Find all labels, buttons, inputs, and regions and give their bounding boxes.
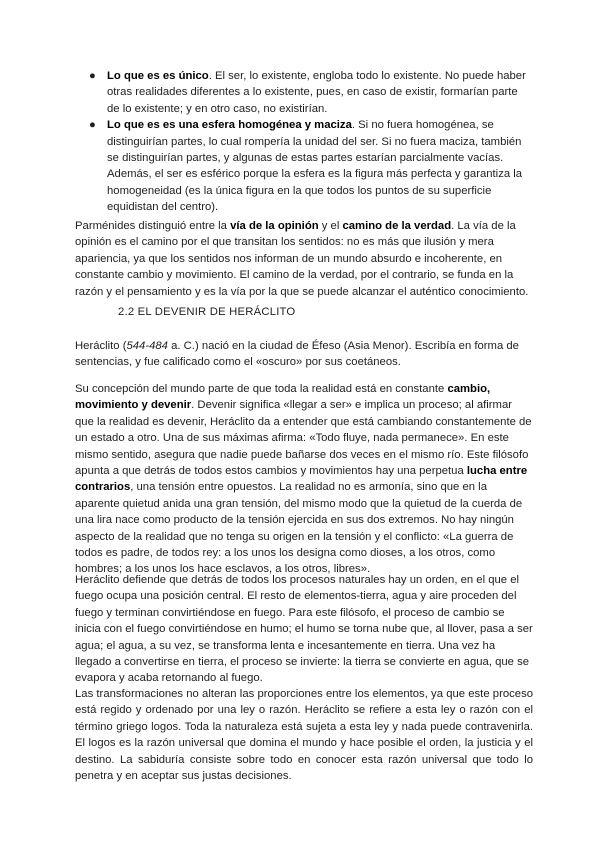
list-item xyxy=(89,117,529,215)
bullet-title: Lo que es es único xyxy=(107,70,209,82)
text-run: y el xyxy=(318,220,343,232)
bullet-text: . Si no fuera homogénea, se distinguirían partes, lo cual rompería la unidad del ser. Si no fuera maciza, también se distinguirían partes, y algunas de estas partes estarían parcialmente vacías. Además, el ser es esférico porque la esfera es la figura más perfecta y garantiza la homogeneidad (es la única figura en la que todos los puntos de su superficie equidistan del centro). xyxy=(107,119,523,214)
bullet-title: Lo que es es una esfera homogénea y maciza xyxy=(107,119,352,132)
text-run: , una tensión entre opuestos. La realidad no es armonía, sino que en la aparente quietud anida una gran tensión, del mismo modo que la quietud de la cuerda de una lira nace como producto de la tensión ejercida en sus dos extremos. No hay ningún aspecto de la realidad que no tenga su origen en la tensión y el conflicto: «La guerra de todos es padre, de todos rey: a los unos los designa como dioses, a los otros, como hombres; a los unos los hace esclavos, a los otros, libres». xyxy=(75,481,523,576)
text-run: . La vía de la opinión es el camino por el que transitan los sentidos: no es más que ilusión y mera apariencia, ya que los sentidos nos informan de un mundo absurdo e incoherente, en constante cambio y movimiento. El camino de la verdad, por el contrario, se funda en la razón y el pensamiento y es la vía por la que se puede alcanzar el auténtico conocimiento. xyxy=(75,220,529,298)
bullet-icon: ● xyxy=(89,70,96,82)
bold-run: cambio, movimiento y devenir xyxy=(75,383,491,412)
paragraph-logos: Las transformaciones no alteran las proporciones entre los elementos, ya que este proceso está regido y ordenado por una ley o razón. Heráclito se refiere a esta ley o razón con el término griego logos. Toda la naturaleza está sujeta a esta ley y nada puede contravenirla. El logos es la razón universal que domina el mundo y hace posible el orden, la justicia y el destino. La sabiduría consiste sobre todo en conocer esta razón universal que todo lo penetra y en aceptar sus justas decisiones. xyxy=(75,688,533,783)
bullet-list xyxy=(89,68,529,216)
text-run: . Devenir significa «llegar a ser» e implica un proceso; al afirmar que la realidad es devenir, Heráclito da a entender que está cambiando constantemente de un estado a otro. Una de sus máximas afirma: «Todo fluye, nada permanece». En este mismo sentido, asegura que nadie puede bañarse dos veces en el mismo río. Este filósofo apunta a que detrás de todos estos cambios y movimientos hay una perpetua xyxy=(75,399,532,478)
text-run: Parménides distinguió entre la xyxy=(75,220,231,232)
text-run: Su concepción del mundo parte de que toda la realidad está en constante xyxy=(75,383,448,395)
text-run: a. C.) nació en la ciudad de Éfeso (Asia Menor). Escribía en forma de sentencias, y fue calificado como el «oscuro» por sus coetáneos. xyxy=(75,340,519,369)
paragraph-heraclito-intro xyxy=(75,338,533,371)
bold-run: lucha entre contrarios xyxy=(75,465,528,494)
italic-run: 544-484 xyxy=(126,340,168,352)
paragraph-parmenides xyxy=(75,218,533,300)
bold-run: camino de la verdad xyxy=(342,220,452,232)
paragraph-concepcion xyxy=(75,381,533,578)
bullet-text: . El ser, lo existente, engloba todo lo existente. No puede haber otras realidades diferentes a lo existente, pues, en caso de existir, formarían parte de lo existente; y en otro caso, no existirían. xyxy=(107,70,526,115)
section-heading: 2.2 EL DEVENIR DE HERÁCLITO xyxy=(118,306,296,318)
list-item xyxy=(89,68,529,117)
text-run: Heráclito ( xyxy=(75,340,127,352)
paragraph-orden: Heráclito defiende que detrás de todos los procesos naturales hay un orden, en el que el fuego ocupa una posición central. El resto de elementos-tierra, agua y aire proceden del fuego y terminan convirtiéndose en fuego. Para este filósofo, el proceso de cambio se inicia con el fuego convirtiéndose en humo; el humo se torna nube que, al llover, pasa a ser agua; el agua, a su vez, se transforma lenta e incesantemente en tierra. Una vez ha llegado a convertirse en tierra, el proceso se invierte: la tierra se convierte en agua, que se evapora y acaba retornando al fuego. xyxy=(75,574,533,685)
bold-run: vía de la opinión xyxy=(230,220,319,232)
bullet-icon: ● xyxy=(89,119,96,132)
